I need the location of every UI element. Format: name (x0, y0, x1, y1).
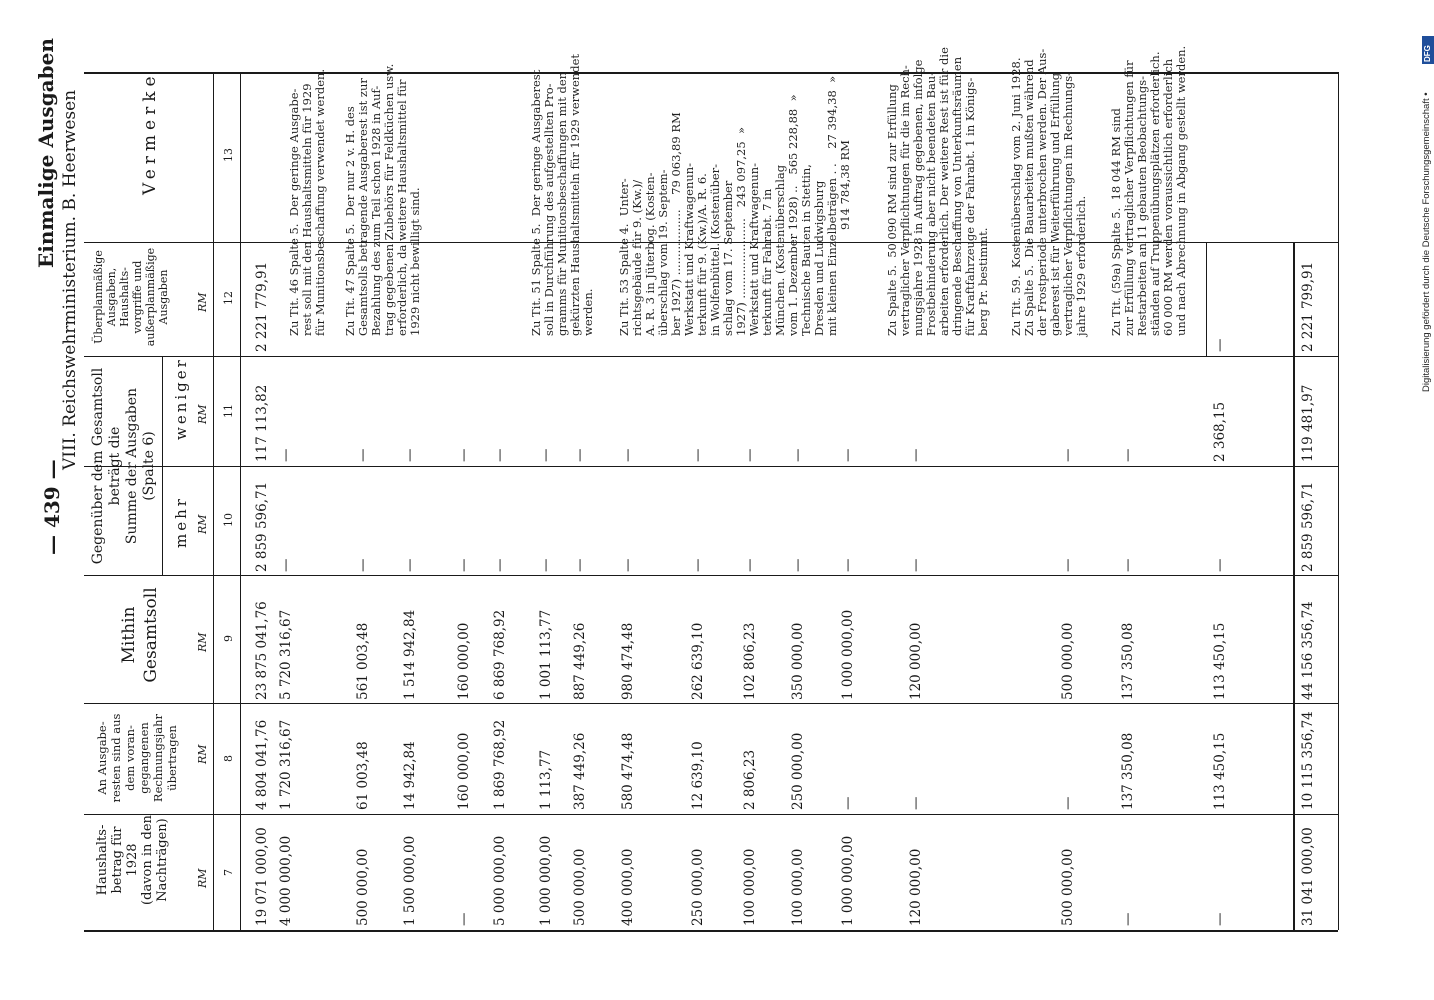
table-row-12-c7: 1 000 000,00 (840, 835, 856, 926)
table-row-1-c9: 5 720 316,67 (278, 609, 294, 700)
table-row-11-c8: 250 000,00 (790, 732, 806, 810)
table-row-14-c10: — (1060, 558, 1076, 572)
column-number: 13 (222, 148, 235, 162)
table-row-7-c7: 500 000,00 (572, 848, 588, 926)
category-title: Einmalige Ausgaben (34, 38, 58, 268)
table-bottom-border (84, 930, 1338, 932)
column-separator (84, 814, 1338, 815)
totals-row-border-inner (1206, 242, 1207, 357)
remark-tit-53: Zu Tit. 53 Spalte 4. Unter- richtsgebäude für 9. (Kw.)/ A. R. 3 in Jüterbog. (Kosten- überschlag vom 19. Septem- ber 1927) .................. 79 063,89 RM Werkstatt und Kraftwagenun- terkunft für 9. (Kw.)/A. R. 6. in Wolfenbüttel. (Kostenüber- schlag vom 17. September 1927) ...................... 243 097,25 » Werkstatt und Kraftwagenun- terkunft für Fahrabt. 7 in München. (Kostenüberschlag vom 1. Dezember 1928) .. 565 228,88 » Technische Bauten in Stettin, Dresden und Ludwigsburg mit kleinen Einzelbeträgen . . 27 394,38 » 914 784,38 RM (617, 75, 852, 336)
table-row-10-c7: 100 000,00 (742, 848, 758, 926)
unit-col11: RM (196, 404, 209, 424)
column-separator (84, 466, 1338, 467)
header-col7: Haushalts- betrag für 1928 (davon in den Nachträgen) (95, 815, 170, 905)
table-row-2-c10: — (355, 558, 371, 572)
table-row-3-c8: 14 942,84 (402, 741, 418, 810)
section-title: VIII. Reichswehrministerium. B. Heerwesen (60, 89, 80, 470)
table-row-1-c11: — (278, 448, 294, 462)
table-row-4-c11: — (456, 448, 472, 462)
digitization-credit: Digitalisierung gefördert durch die Deutsche Forschungsgemeinschaft • (1421, 92, 1432, 392)
table-row-14-c7: 500 000,00 (1060, 848, 1076, 926)
table-row-11-c9: 350 000,00 (790, 622, 806, 700)
table-row-4-c9: 160 000,00 (456, 622, 472, 700)
table-row-11-c10: — (790, 558, 806, 572)
table-row-7-c10: — (572, 558, 588, 572)
first-row-c7: 19 071 000,00 (254, 827, 270, 926)
table-row-16-c8: 113 450,15 (1212, 732, 1228, 810)
table-row-7-c11: — (572, 448, 588, 462)
unit-col12: RM (196, 292, 209, 312)
table-row-13-c11: — (908, 448, 924, 462)
table-row-14-c9: 500 000,00 (1060, 622, 1076, 700)
table-row-3-c10: — (402, 558, 418, 572)
remark-tit-59: Zu Tit. 59. Kostenüberschlag vom 2. Juni 1928. Zu Spalte 5. Die Bauarbeiten mußten während der Frostperiode unterbrochen werden. Der Aus- gaberest ist für Weiterführung und Erfüllung vertraglicher Verpflichtungen im Rechnungs- jahre 1929 erforderlich. (1009, 48, 1088, 336)
totals-row-border (1293, 242, 1295, 930)
remark-tit-47: Zu Tit. 47 Spalte 5. Der nur 2 v. H. des Gesamtsolls betragende Ausgaberest ist zur Bezahlung des zum Teil schon 1928 in Auf- trag gegebenen Zubehörs für Feldküchen usw. erforderlich, da weitere Haushaltsmittel für 1929 nicht bewilligt sind. (343, 63, 422, 336)
header-row-border (240, 72, 241, 930)
table-row-2-c7: 500 000,00 (355, 848, 371, 926)
table-row-12-c10: — (840, 558, 856, 572)
page-number: — 439 — (40, 459, 64, 555)
table-row-10-c10: — (742, 558, 758, 572)
header-col8: An Ausgabe- resten sind aus dem voran- gegangenen Rechnungsjahr übertragen (95, 713, 179, 803)
header-col13: Vermerke (140, 71, 160, 195)
unit-col7: RM (196, 868, 209, 888)
table-row-7-c8: 387 449,26 (572, 732, 588, 810)
table-row-2-c8: 61 003,48 (355, 741, 371, 810)
table-row-12-c11: — (840, 448, 856, 462)
table-row-5-c8: 1 869 768,92 (492, 719, 508, 810)
table-row-16-c10: — (1212, 558, 1228, 572)
table-row-1-c7: 4 000 000,00 (278, 835, 294, 926)
remark-tit-51: Zu Tit. 51 Spalte 5. Der geringe Ausgaberest soll in Durchführung des aufgestellten Pro- gramms für Munitionsbeschaffungen mit den gekürzten Haushaltsmitteln für 1929 verwendet werden. (529, 54, 595, 336)
totals-row-c9: 44 156 356,74 (1300, 601, 1316, 700)
dfg-logo-text: DFG (1423, 45, 1432, 62)
unit-col8: RM (196, 744, 209, 764)
table-row-16-c12: — (1212, 338, 1228, 352)
table-row-8-c10: — (620, 558, 636, 572)
header-col12: Überplanmäßige Ausgaben, Haushalts- vorgriffe und außerplanmäßige Ausgaben (92, 247, 170, 347)
table-row-11-c7: 100 000,00 (790, 848, 806, 926)
table-row-12-c8: — (840, 796, 856, 810)
table-row-6-c9: 1 001 113,77 (538, 609, 554, 700)
table-row-8-c9: 980 474,48 (620, 622, 636, 700)
table-row-15-c9: 137 350,08 (1120, 622, 1136, 700)
unit-col10: RM (196, 514, 209, 534)
table-row-9-c8: 12 639,10 (690, 741, 706, 810)
table-row-11-c11: — (790, 448, 806, 462)
table-row-4-c10: — (456, 558, 472, 572)
table-row-6-c8: 1 113,77 (538, 749, 554, 810)
table-row-12-c9: 1 000 000,00 (840, 609, 856, 700)
table-row-2-c9: 561 003,48 (355, 622, 371, 700)
table-row-13-c9: 120 000,00 (908, 622, 924, 700)
table-row-10-c8: 2 806,23 (742, 749, 758, 810)
table-row-5-c11: — (492, 448, 508, 462)
first-row-c10: 2 859 596,71 (254, 481, 270, 572)
totals-row-c11: 119 481,97 (1300, 384, 1316, 462)
table-row-5-c10: — (492, 558, 508, 572)
table-row-3-c11: — (402, 448, 418, 462)
table-row-16-c11: 2 368,15 (1212, 401, 1228, 462)
header-group-comparison: Gegenüber dem Gesamtsoll beträgt die Summe der Ausgaben (Spalte 6) (90, 367, 157, 565)
table-row-6-c11: — (538, 448, 554, 462)
table-row-3-c7: 1 500 000,00 (402, 835, 418, 926)
remarks-right-border (1338, 72, 1339, 930)
dfg-logo (1422, 36, 1434, 64)
first-row-c12: 2 221 779,91 (254, 261, 270, 352)
column-separator (84, 703, 1338, 704)
table-row-10-c11: — (742, 448, 758, 462)
table-row-1-c10: — (278, 558, 294, 572)
table-row-8-c8: 580 474,48 (620, 732, 636, 810)
header-col9: Mithin Gesamtsoll (119, 587, 161, 683)
first-row-c9: 23 875 041,76 (254, 601, 270, 700)
first-row-c11: 117 113,82 (254, 384, 270, 462)
table-row-13-c10: — (908, 558, 924, 572)
table-row-2-c11: — (355, 448, 371, 462)
table-row-6-c7: 1 000 000,00 (538, 835, 554, 926)
table-row-1-c8: 1 720 316,67 (278, 719, 294, 810)
table-row-7-c9: 887 449,26 (572, 622, 588, 700)
totals-row-c10: 2 859 596,71 (1300, 481, 1316, 572)
table-row-9-c7: 250 000,00 (690, 848, 706, 926)
column-number: 7 (222, 869, 235, 876)
column-separator (84, 575, 1338, 576)
table-row-5-c9: 6 869 768,92 (492, 609, 508, 700)
table-row-14-c8: — (1060, 796, 1076, 810)
header-col10-mehr: mehr (172, 496, 190, 548)
column-number: 8 (222, 755, 235, 762)
table-row-13-c8: — (908, 796, 924, 810)
table-row-8-c11: — (620, 448, 636, 462)
table-row-13-c7: 120 000,00 (908, 848, 924, 926)
table-row-10-c9: 102 806,23 (742, 622, 758, 700)
remark-spalte-5: Zu Spalte 5. 50 090 RM sind zur Erfüllung vertraglicher Verpflichtungen für die im Rech- nungsjahre 1928 in Auftrag gegebenen, infolge Frostbehinderung aber nicht beendeten Bau- arbeiten erforderlich. Der weitere Rest ist für die dringende Beschaffung von Unterkunftsräumen für Kraftfahrzeuge der Fahrabt. 1 in Königs- berg Pr. bestimmt. (885, 47, 990, 336)
group-header-divider (162, 356, 163, 575)
table-row-8-c7: 400 000,00 (620, 848, 636, 926)
table-row-16-c7: — (1212, 912, 1228, 926)
table-row-4-c7: — (456, 912, 472, 926)
totals-row-c12: 2 221 799,91 (1300, 261, 1316, 352)
table-row-15-c8: 137 350,08 (1120, 732, 1136, 810)
remark-tit-46: Zu Tit. 46 Spalte 5. Der geringe Ausgabe- rest soll mit den Haushaltsmitteln für 1929 für Munitionsbeschaffung verwendet werden. (287, 68, 327, 336)
table-row-9-c10: — (690, 558, 706, 572)
column-separator (84, 356, 1338, 357)
table-row-9-c9: 262 639,10 (690, 622, 706, 700)
unit-col9: RM (196, 632, 209, 652)
table-row-6-c10: — (538, 558, 554, 572)
column-number: 11 (222, 404, 235, 418)
table-row-5-c7: 5 000 000,00 (492, 835, 508, 926)
table-row-9-c11: — (690, 448, 706, 462)
table-row-3-c9: 1 514 942,84 (402, 609, 418, 700)
remark-tit-59a: Zu Tit. (59a) Spalte 5. 18 044 RM sind zur Erfüllung vertraglicher Verpflichtungen für Restarbeiten an 11 gebauten Beobachtungs- ständen auf Truppenübungsplätzen erforderlich. 60 000 RM werden voraussichtlich erforderlich und nach Abrechnung in Abgang gestellt werden. (1109, 45, 1188, 336)
column-number: 12 (222, 291, 235, 305)
table-row-15-c7: — (1120, 912, 1136, 926)
header-unit-row-border (213, 72, 214, 930)
table-row-15-c11: — (1120, 448, 1136, 462)
totals-row-c7: 31 041 000,00 (1300, 827, 1316, 926)
totals-row-c8: 10 115 356,74 (1300, 711, 1316, 810)
column-number: 9 (222, 635, 235, 642)
first-row-c8: 4 804 041,76 (254, 719, 270, 810)
table-row-4-c8: 160 000,00 (456, 732, 472, 810)
header-col11-weniger: weniger (172, 357, 190, 440)
table-row-16-c9: 113 450,15 (1212, 622, 1228, 700)
table-row-14-c11: — (1060, 448, 1076, 462)
table-row-15-c10: — (1120, 558, 1136, 572)
column-number: 10 (222, 513, 235, 527)
